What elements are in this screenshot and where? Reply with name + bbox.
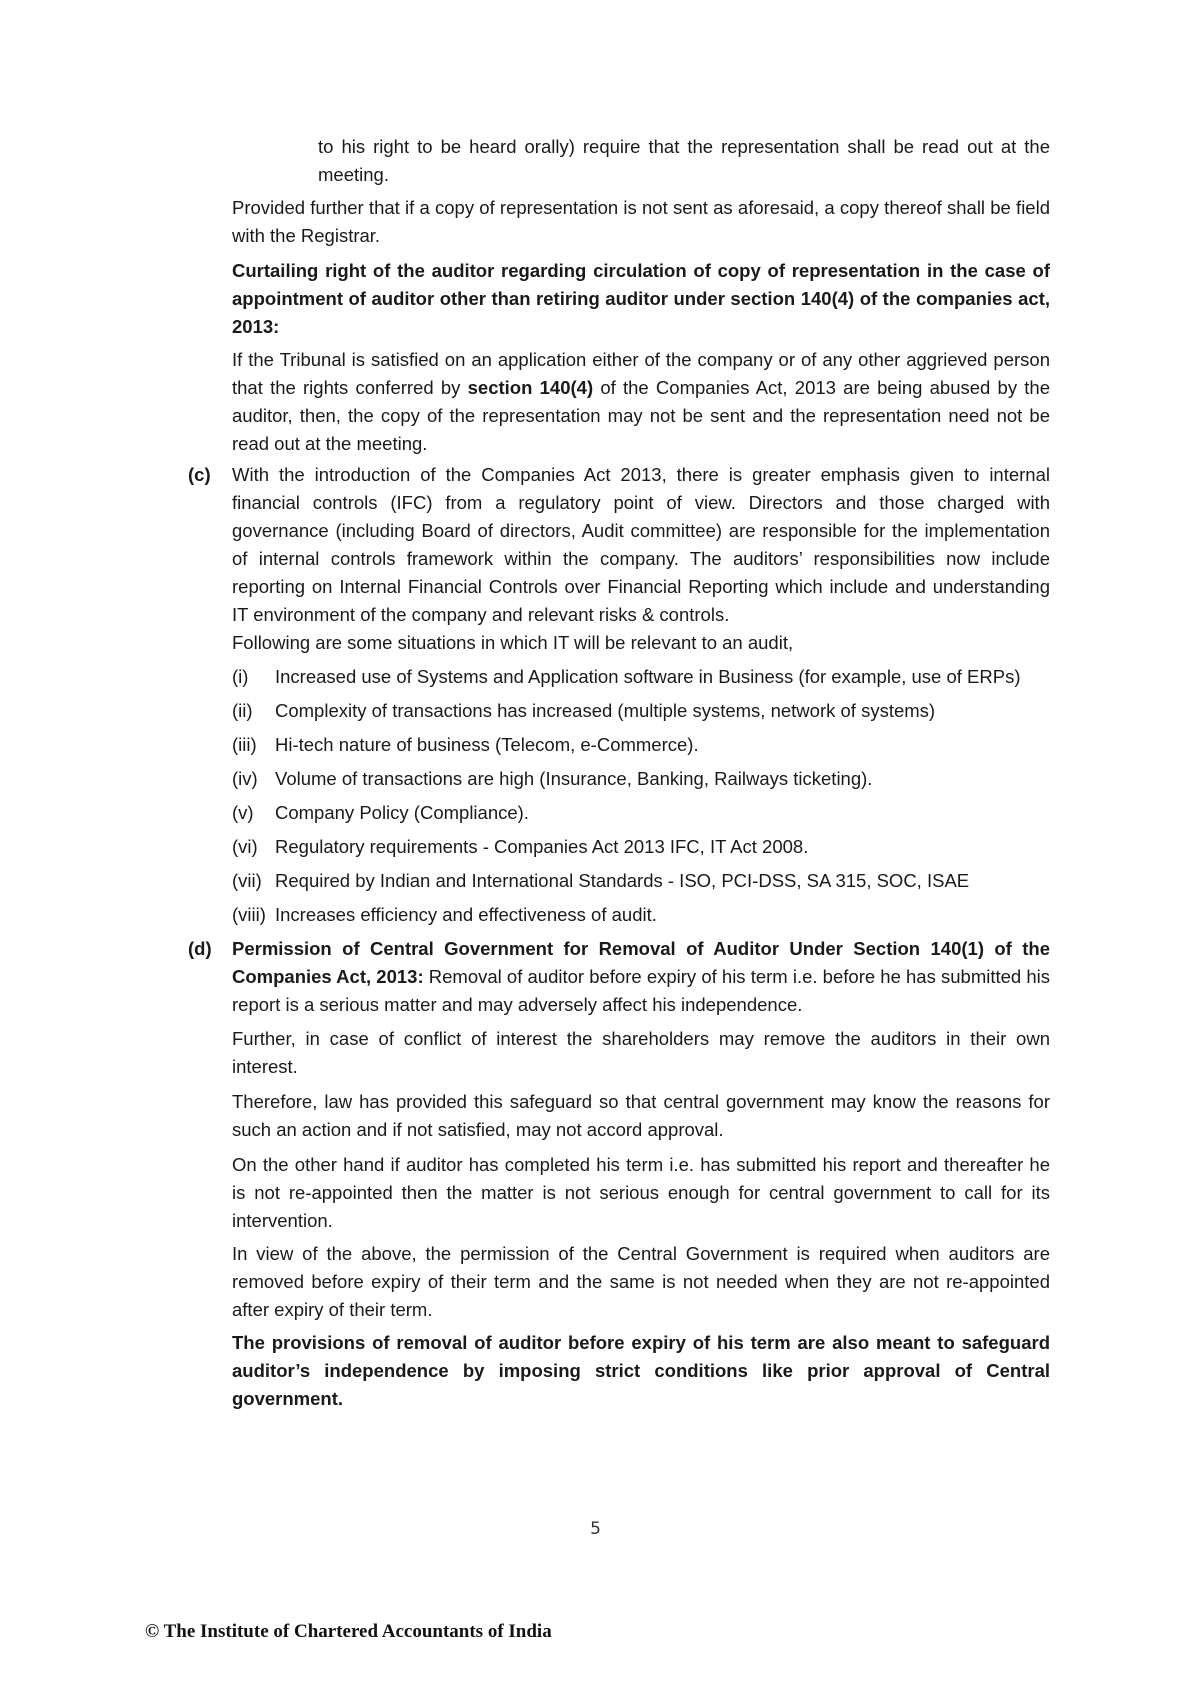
list-item: (vii) Required by Indian and International Standards - ISO, PCI-DSS, SA 315, SOC, ISAE (232, 870, 970, 891)
section-c-intro: With the introduction of the Companies Act 2013, there is greater emphasis given to internal financial controls (IFC) from a regulatory point of view. Directors and those charged with governance (including Board of directors, Audit committee) are responsible for the implementation of internal controls framework within the company. The auditors’ responsibilities now include reporting on Internal Financial Controls over Financial Reporting which include and understanding IT environment of the company and relevant risks & controls. (232, 464, 1050, 625)
tribunal-text-b: of the Companies Act, 2013 are being abused by the auditor, then, the copy of the representation may not be sent and the representation need not be read out at the meeting. (232, 377, 1051, 454)
section-d-conclusion: The provisions of removal of auditor before expiry of his term are also meant to safeguard auditor’s independence by imposing strict conditions like prior approval of Central government. (232, 1332, 1050, 1409)
section-d-paragraph-3: On the other hand if auditor has completed his term i.e. has submitted his report and thereafter he is not re-appointed then the matter is not serious enough for central government to call for its intervention. (232, 1154, 1050, 1231)
section-c-marker: (c) (188, 464, 211, 485)
list-item: (v) Company Policy (Compliance). (232, 802, 529, 823)
tribunal-paragraph (232, 346, 1050, 458)
list-item: (vi) Regulatory requirements - Companies Act 2013 IFC, IT Act 2008. (232, 836, 809, 857)
proviso-paragraph: Provided further that if a copy of representation is not sent as aforesaid, a copy thereof shall be field with the Registrar. (232, 197, 1050, 246)
list-item: (iii) Hi-tech nature of business (Telecom, e-Commerce). (232, 734, 699, 755)
section-d-paragraph-2: Therefore, law has provided this safeguard so that central government may know the reasons for such an action and if not satisfied, may not accord approval. (232, 1091, 1050, 1140)
curtailing-heading: Curtailing right of the auditor regarding circulation of copy of representation in the case of appointment of auditor other than retiring auditor under section 140(4) of the companies act, 2013: (232, 260, 1050, 337)
section-d-intro (232, 935, 1050, 1019)
section-d-heading-rest: Removal of auditor before expiry of his term i.e. before he has submitted his report is a serious matter and may adversely affect his independence. (232, 966, 1051, 1015)
section-reference: section 140(4) (467, 377, 594, 398)
list-item: (ii) Complexity of transactions has increased (multiple systems, network of systems) (232, 700, 936, 721)
section-c-lead: Following are some situations in which IT will be relevant to an audit, (232, 632, 794, 653)
section-d-paragraph-4: In view of the above, the permission of the Central Government is required when auditors are removed before expiry of their term and the same is not needed when they are not re-appointed after expiry of their term. (232, 1243, 1050, 1320)
section-d-marker: (d) (188, 938, 212, 959)
list-item: (viii) Increases efficiency and effectiveness of audit. (232, 904, 657, 925)
list-item: (iv) Volume of transactions are high (Insurance, Banking, Railways ticketing). (232, 768, 873, 789)
section-d-paragraph-1: Further, in case of conflict of interest the shareholders may remove the auditors in their own interest. (232, 1028, 1050, 1077)
list-item: (i) Increased use of Systems and Application software in Business (for example, use of ERPs) (232, 666, 1021, 687)
page-number: 5 (590, 1519, 601, 1539)
footer-copyright: © The Institute of Chartered Accountants of India (145, 1621, 552, 1642)
continued-paragraph: to his right to be heard orally) require that the representation shall be read out at the meeting. (318, 136, 1050, 185)
section-d-heading: Permission of Central Government for Removal of Auditor Under Section 140(1) of the Companies Act, 2013: (232, 938, 1050, 987)
tribunal-text-a: If the Tribunal is satisfied on an application either of the company or of any other aggrieved person that the rights conferred by (232, 349, 1050, 398)
